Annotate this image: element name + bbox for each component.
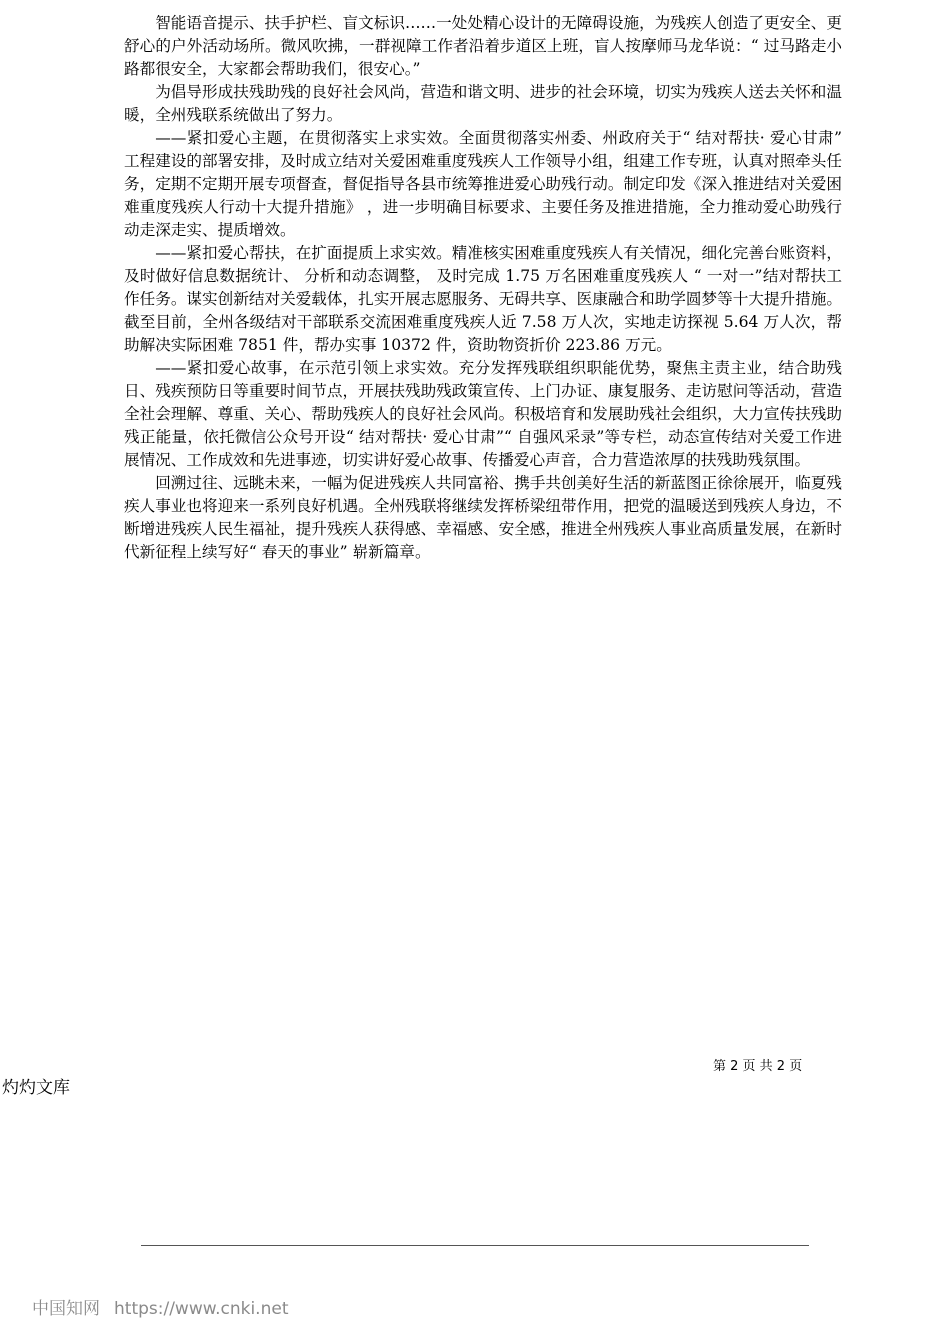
footer-divider xyxy=(141,1245,809,1246)
paragraph: ——紧扣爱心主题，在贯彻落实上求实效。全面贯彻落实州委、州政府关于“ 结对帮扶· 爱心甘肃” 工程建设的部署安排，及时成立结对关爱困难重度残疾人工作领导小组，组建工作专班，认真对照牵头任务，定期不定期开展专项督查，督促指导各县市统筹推进爱心助残行动。制定印发《深入推进结对关爱困难重度残疾人行动十大提升措施》 ，进一步明确目标要求、主要任务及推进措施，全力推动爱心助残行动走深走实、提质增效。 xyxy=(124,129,842,239)
article-body xyxy=(124,12,842,564)
footer-url-link[interactable]: https://www.cnki.net xyxy=(114,1299,289,1319)
watermark-text: 灼灼文库 xyxy=(2,1078,70,1098)
paragraph: 回溯过往、远眺未来，一幅为促进残疾人共同富裕、携手共创美好生活的新蓝图正徐徐展开，临夏残疾人事业也将迎来一系列良好机遇。全州残联将继续发挥桥梁纽带作用，把党的温暖送到残疾人身边，不断增进残疾人民生福祉，提升残疾人获得感、幸福感、安全感，推进全州残疾人事业高质量发展，在新时代新征程上续写好“ 春天的事业” 崭新篇章。 xyxy=(124,474,842,561)
footer-site-name: 中国知网 xyxy=(32,1299,100,1319)
page-number: 第 2 页 共 2 页 xyxy=(713,1059,803,1074)
paragraph: 智能语音提示、扶手护栏、盲文标识……一处处精心设计的无障碍设施，为残疾人创造了更安全、更舒心的户外活动场所。微风吹拂，一群视障工作者沿着步道区上班，盲人按摩师马龙华说：“ 过马路走小路都很安全，大家都会帮助我们，很安心。” xyxy=(124,14,842,78)
paragraph: ——紧扣爱心帮扶，在扩面提质上求实效。精准核实困难重度残疾人有关情况，细化完善台账资料， 及时做好信息数据统计、 分析和动态调整， 及时完成 1.75 万名困难重度残疾人 “ 一对一”结对帮扶工作任务。谋实创新结对关爱载体，扎实开展志愿服务、无碍共享、医康融合和助学圆梦等十大提升措施。截至目前，全州各级结对干部联系交流困难重度残疾人近 7.58 万人次，实地走访探视 5.64 万人次，帮助解决实际困难 7851 件，帮办实事 10372 件，资助物资折价 223.86 万元。 xyxy=(124,244,842,354)
paragraph: 为倡导形成扶残助残的良好社会风尚，营造和谐文明、进步的社会环境，切实为残疾人送去关怀和温暖，全州残联系统做出了努力。 xyxy=(124,83,842,124)
paragraph: ——紧扣爱心故事，在示范引领上求实效。充分发挥残联组织职能优势，聚焦主责主业，结合助残日、残疾预防日等重要时间节点，开展扶残助残政策宣传、上门办证、康复服务、走访慰问等活动，营造全社会理解、尊重、关心、帮助残疾人的良好社会风尚。积极培育和发展助残社会组织，大力宣传扶残助残正能量，依托微信公众号开设“ 结对帮扶· 爱心甘肃”“ 自强风采录”等专栏，动态宣传结对关爱工作进展情况、工作成效和先进事迹，切实讲好爱心故事、传播爱心声音，合力营造浓厚的扶残助残氛围。 xyxy=(124,359,842,469)
footer xyxy=(32,1294,302,1319)
